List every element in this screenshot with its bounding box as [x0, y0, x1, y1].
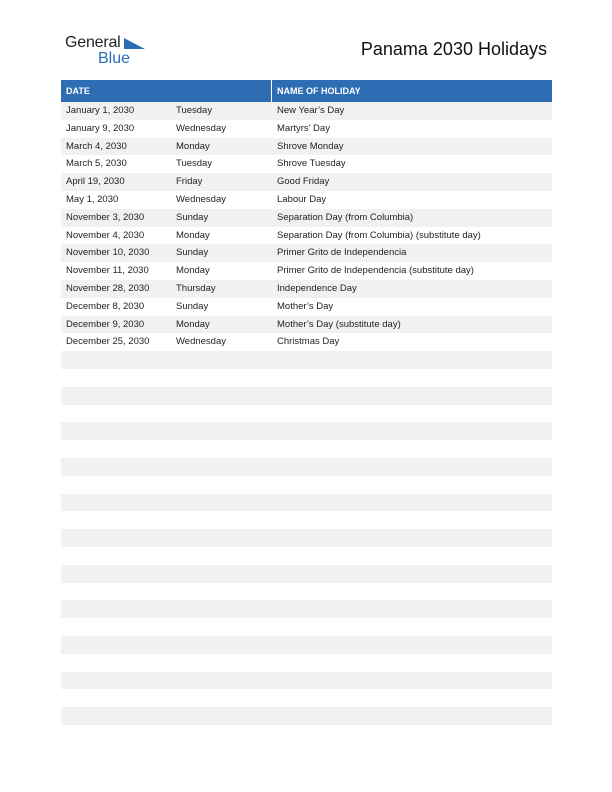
table-row: [61, 316, 552, 334]
row-date: November 10, 2030: [66, 247, 150, 259]
row-holiday-name: Martyrs’ Day: [277, 122, 330, 134]
row-date: November 11, 2030: [66, 265, 149, 277]
row-date: March 5, 2030: [66, 158, 127, 170]
table-row: [61, 333, 552, 351]
table-row: [61, 173, 552, 191]
empty-table-row: [61, 476, 552, 494]
table-row: [61, 227, 552, 245]
empty-table-row: [61, 440, 552, 458]
empty-table-row: [61, 636, 552, 654]
row-date: November 4, 2030: [66, 229, 145, 241]
row-holiday-name: Mother’s Day: [277, 300, 334, 312]
table-row: [61, 244, 552, 262]
table-row: [61, 280, 552, 298]
row-date: March 4, 2030: [66, 140, 127, 152]
row-weekday: Monday: [176, 229, 210, 241]
column-header-name: NAME OF HOLIDAY: [277, 86, 361, 96]
row-holiday-name: Mother’s Day (substitute day): [277, 318, 401, 330]
row-weekday: Monday: [176, 265, 210, 277]
page-title: Panama 2030 Holidays: [360, 39, 547, 59]
empty-table-row: [61, 654, 552, 672]
empty-table-row: [61, 672, 552, 690]
row-weekday: Sunday: [176, 247, 209, 259]
table-row: [61, 262, 552, 280]
generalblue-logo: [65, 34, 155, 68]
empty-table-row: [61, 351, 552, 369]
row-holiday-name: Independence Day: [277, 282, 357, 294]
empty-table-row: [61, 618, 552, 636]
table-body: [61, 102, 552, 725]
table-row: [61, 155, 552, 173]
row-date: November 3, 2030: [66, 211, 145, 223]
row-date: December 8, 2030: [66, 300, 145, 312]
row-date: November 28, 2030: [66, 282, 150, 294]
row-holiday-name: Separation Day (from Columbia): [277, 211, 414, 223]
empty-table-row: [61, 369, 552, 387]
row-weekday: Monday: [176, 140, 210, 152]
empty-table-row: [61, 387, 552, 405]
logo-text-general: General: [65, 34, 121, 51]
table-row: [61, 191, 552, 209]
empty-table-row: [61, 405, 552, 423]
row-weekday: Sunday: [176, 211, 209, 223]
table-row: [61, 298, 552, 316]
table-row: [61, 138, 552, 156]
logo-text-blue: Blue: [98, 50, 131, 67]
row-weekday: Wednesday: [176, 122, 226, 134]
row-weekday: Wednesday: [176, 336, 226, 348]
row-date: January 9, 2030: [66, 122, 135, 134]
row-holiday-name: Labour Day: [277, 193, 327, 205]
row-holiday-name: Good Friday: [277, 176, 330, 188]
table-header: [61, 80, 552, 102]
row-date: December 25, 2030: [66, 336, 150, 348]
row-holiday-name: New Year’s Day: [277, 105, 345, 116]
column-header-date: DATE: [61, 80, 272, 102]
row-weekday: Thursday: [176, 282, 216, 294]
empty-table-row: [61, 458, 552, 476]
empty-table-row: [61, 689, 552, 707]
row-weekday: Tuesday: [176, 105, 213, 116]
empty-table-row: [61, 600, 552, 618]
row-date: May 1, 2030: [66, 193, 119, 205]
empty-table-row: [61, 707, 552, 725]
row-holiday-name: Shrove Tuesday: [277, 158, 346, 170]
row-holiday-name: Primer Grito de Independencia: [277, 247, 407, 259]
row-weekday: Friday: [176, 176, 203, 188]
row-date: December 9, 2030: [66, 318, 145, 330]
empty-table-row: [61, 494, 552, 512]
empty-table-row: [61, 529, 552, 547]
empty-table-row: [61, 422, 552, 440]
row-weekday: Wednesday: [176, 193, 226, 205]
row-date: April 19, 2030: [66, 176, 125, 188]
table-row: [61, 102, 552, 120]
logo-triangle-icon: [124, 38, 145, 49]
empty-table-row: [61, 565, 552, 583]
empty-table-row: [61, 547, 552, 565]
holiday-table: [61, 80, 552, 725]
row-holiday-name: Shrove Monday: [277, 140, 344, 152]
empty-table-row: [61, 583, 552, 601]
row-holiday-name: Separation Day (from Columbia) (substitute day): [277, 229, 481, 241]
row-weekday: Tuesday: [176, 158, 213, 170]
empty-table-row: [61, 511, 552, 529]
row-holiday-name: Primer Grito de Independencia (substitute day): [277, 265, 474, 277]
table-row: [61, 120, 552, 138]
row-weekday: Monday: [176, 318, 210, 330]
row-holiday-name: Christmas Day: [277, 336, 340, 348]
row-date: January 1, 2030: [66, 105, 135, 116]
row-weekday: Sunday: [176, 300, 209, 312]
table-row: [61, 209, 552, 227]
